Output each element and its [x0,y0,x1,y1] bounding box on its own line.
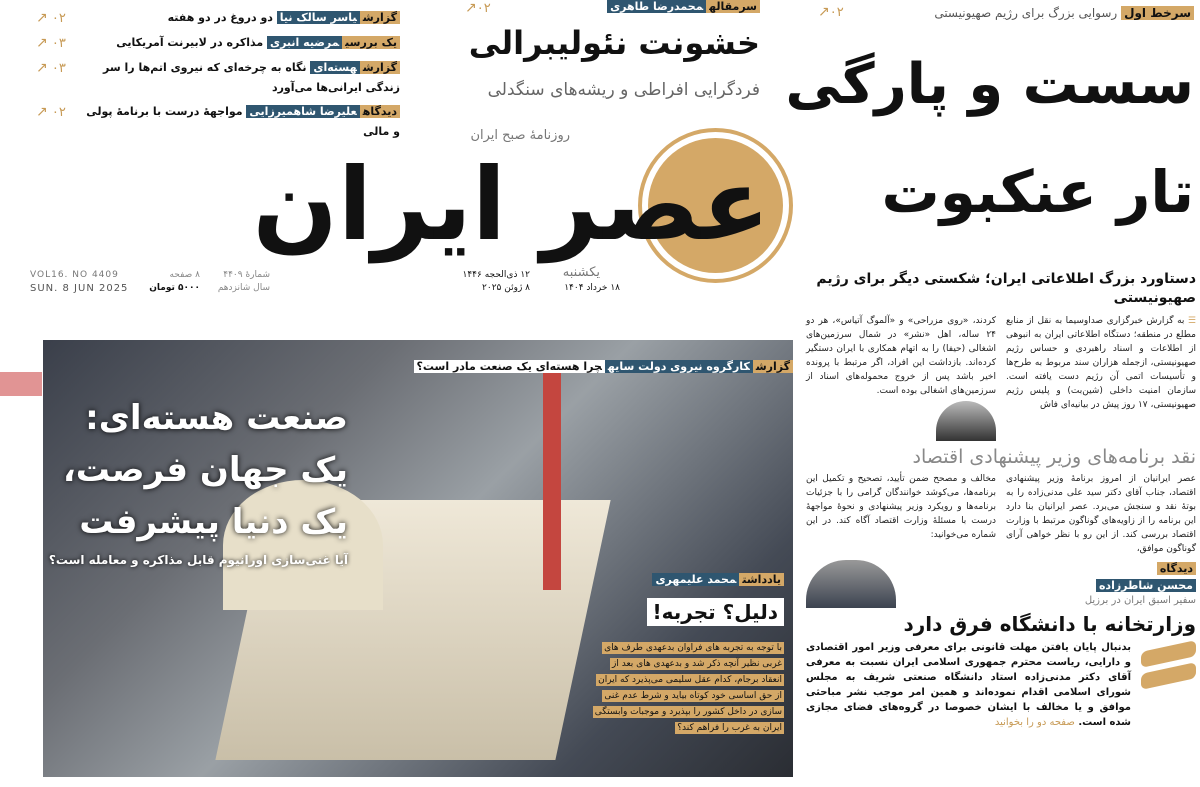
nuclear-title[interactable]: صنعت هسته‌ای: یک جهان فرصت، یک دنیا پیشرفت [62,398,348,542]
arrow-icon: ↗ [36,35,48,51]
issue-number: شمارهٔ ۴۴۰۹ [223,270,270,280]
opinion-author: محسن شاطرزاده [1085,577,1196,594]
lead-title-1[interactable]: سست و پارگی [785,52,1194,117]
top-headlines [36,8,400,146]
opinion-role: سفیر اسبق ایران در برزیل [1084,595,1196,606]
price: ۵۰۰۰ تومان [149,283,200,293]
masthead-tagline: روزنامهٔ صبح ایران [470,128,570,143]
year: سال شانزدهم [217,283,270,293]
date-gregorian-fa: ۸ ژوئن ۲۰۲۵ [482,283,530,293]
economy-body-right: عصر ایرانیان از امروز برنامهٔ وزیر پیشنهادی اقتصاد، جناب آقای دکتر سید علی مدنی‌زاده را به بوتهٔ نقد و سنجش می‌برد. عصر ایرانیان بنا دارد این برنامه را از زاویه‌های گوناگون مرتبط با وزارت اقتصاد بررسی کند. از این رو با نظر خواهی آرای گوناگون موافق، [1006,474,1196,554]
date-english: SUN. 8 JUN 2025 [30,283,129,294]
read-more-link[interactable]: صفحه دو را بخوانید [994,717,1075,728]
headline-item[interactable]: گزارشیاسر سالک نیا دو دروغ در دو هفته ↗ ۰۲ [36,8,400,29]
date-hijri: ۱۲ ذی‌الحجه ۱۴۴۶ [462,270,530,280]
brand-mark-icon [1141,640,1196,730]
note-body: با توجه به تجربه های فراوان بدعهدی طرف های غربی نظیر آنچه ذکر شد و بدعهدی های بعد از انعقاد برجام، کدام عقل سلیمی می‌پذیرد که ایران از حق اساسی خود کوتاه بیاید و شرط عدم غنی سازی در داخل کشور را بپذیرد و موجبات وابستگی ایران به غرب را فراهم کند؟ [594,643,782,733]
arrow-icon: ↗ [465,0,477,16]
arrow-icon: ↗ [818,4,830,20]
arrow-icon: ↗ [36,10,48,26]
lead-title-2[interactable]: تار عنکبوت [881,158,1194,226]
editorial-label: سرمقالهمحمدرضا طاهری [607,0,760,13]
masthead-logo: عصر ایران [252,146,770,263]
note-label: یادداشتمحمد علیمهری [652,573,784,586]
lead-page: ↗۰۲ [818,4,844,20]
speaker-photo [936,401,996,441]
note-title[interactable]: دلیل؟ تجربه! [647,598,784,626]
opinion-tag: دیدگاه [1085,560,1196,577]
nuclear-kicker: گزارشکارگروه نیروی دولت سایهچرا هسته‌ای یک صنعت مادر است؟ [414,360,794,373]
headline-item[interactable]: دیدگاهعلیرضا شاهمیرزایی مواجههٔ درست با برنامهٔ پولی و مالی ↗ ۰۲ [36,104,400,138]
volume: VOL16. NO 4409 [30,270,119,280]
lead-subtitle: دستاورد بزرگ اطلاعاتی ایران؛ شکستی دیگر برای رژیم صهیونیستی [816,271,1196,306]
opinion-body: بدنبال پایان یافتن مهلت قانونی برای معرفی وزیر امور اقتصادی و دارایی، ریاست محترم جمهوری اسلامی ایران نسبت به معرفی آقای دکتر مدنی‌زاده استاد دانشگاه صنعتی شریف به مجلس شورای اسلامی اقدام نموده‌اند و همین امر موجب نشر مباحثی موافق و یا مخالف با ایشان خصوصا در گروه‌های فضای مجازی شده است. صفحه دو را بخوانید [806,642,1131,728]
economy-title[interactable]: نقد برنامه‌های وزیر پیشنهادی اقتصاد [912,446,1196,468]
arrow-icon: ↗ [36,104,48,120]
nuclear-subtitle: آیا غنی‌سازی اورانیوم قابل مذاکره و معامله است؟ [48,553,348,567]
page-count: ۸ صفحه [169,270,200,280]
lead-body-left: کردند، «روی مزراحی» و «آلموگ آتیاس»، هر دو ۲۴ ساله، اهل «نشر» در شمال سرزمین‌های اشغالی (حیفا) را به اتهام همکاری با ایران دستگیر کرده‌اند. بازداشت این افراد، اگر مرتبط با پرونده اخیر باشد پس از خروج محموله‌های اسناد از سرزمین‌های اشغالی بوده است. [806,316,996,396]
editorial-page: ↗۰۲ [465,0,491,16]
headline-item[interactable]: گزارشهسته‌ای نگاه به چرخه‌ای که نیروی اتم‌ها را سر زندگی ایرانی‌ها می‌آورد ↗ ۰۳ [36,60,400,94]
headline-item[interactable]: یک بررسیمرضیه انبری مذاکره در لابیرنت آمریکایی ↗ ۰۳ [36,33,400,54]
date-solar: ۱۸ خرداد ۱۴۰۴ [564,283,620,293]
lead-kicker: سرخط اول رسوایی بزرگ برای رژیم صهیونیستی [934,6,1194,20]
opinion-title[interactable]: وزارتخانه با دانشگاه فرق دارد [903,612,1196,636]
editorial-subtitle: فردگرایی افراطی و ریشه‌های سنگدلی [487,80,760,100]
lead-body-right: ☰ به گزارش خبرگزاری صداوسیما به نقل از منابع مطلع در منطقه؛ دستگاه اطلاعاتی ایران به انبوهی از اطلاعات و اسناد راهبردی و حساس رژیم صهیونیستی، ازجمله هزاران سند مربوط به طرح‌ها و تأسیسات اتمی آن رژیم دست یافته است. سازمان امنیت داخلی (شین‌بت) و پلیس رژیم صهیونیستی، ۱۷ روز پیش در بیانیه‌ای فاش [1006,316,1196,410]
watermark [0,372,42,396]
right-column [806,270,1196,730]
author-photo [806,560,896,608]
weekday: یکشنبه [562,265,600,280]
editorial-title[interactable]: خشونت نئولیبرالی [468,24,760,62]
economy-body-left: مخالف و مصحح ضمن تأیید، تصحیح و تکمیل این برنامه‌ها، می‌کوشد خوانندگان گرامی را با جزئیات برنامه‌ها و رویکرد وزیر پیشنهادی و نحوهٔ مواجههٔ درست با مسئلهٔ وزارت اقتصاد آگاه کند. در این شماره می‌خوانید: [806,474,996,540]
arrow-icon: ↗ [36,60,48,76]
